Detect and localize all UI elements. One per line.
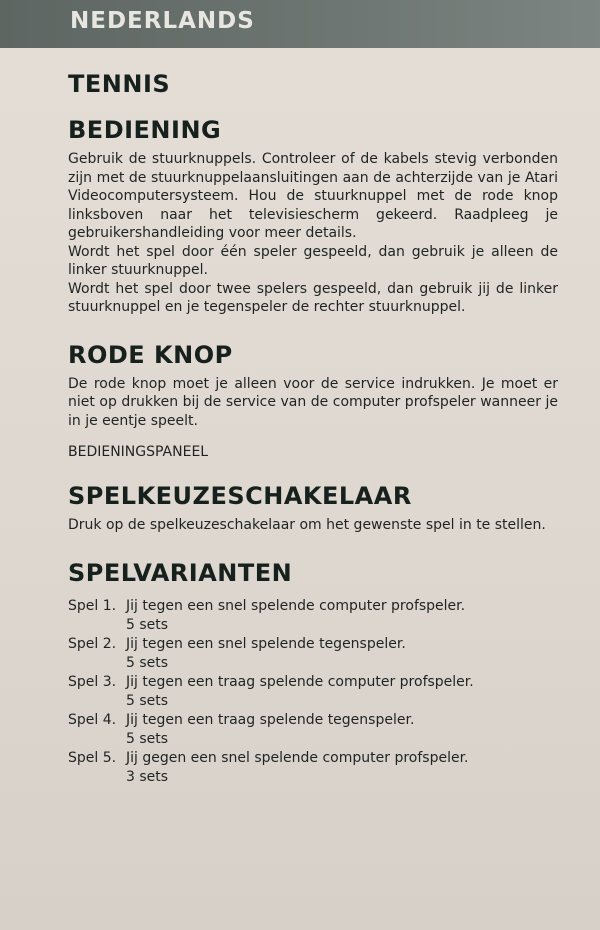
variant-sets: 5 sets [126,654,169,671]
variant-sets: 5 sets [126,692,169,709]
bediening-paragraph-3: Wordt het spel door twee spelers gespeeld, dan gebruik jij de linker stuurknuppel en je tegenspeler de rechter stuurknuppel. [68,280,558,315]
page-title: TENNIS [68,70,171,98]
variant-description: Jij tegen een snel spelende tegenspeler. [126,635,406,652]
page-content [68,70,558,787]
bediening-paragraph-1: Gebruik de stuurknuppels. Controleer of de kabels stevig verbonden zijn met de stuurknuppelaansluitingen aan de achterzijde van je Atari Videocomputersysteem. Hou de stuurknuppel met de rode knop linksboven naar het televisiescherm gekeerd. Raadpleeg je gebruikershandleiding voor meer details. [68,151,558,241]
list-item [68,749,558,768]
section-heading-spelkeuze: SPELKEUZESCHAKELAAR [68,482,412,510]
section-heading-spelvarianten: SPELVARIANTEN [68,558,293,587]
variant-description: Jij gegen een snel spelende computer profspeler. [126,749,469,766]
variant-number: Spel 2. [68,635,117,652]
list-item [68,635,558,654]
variant-description: Jij tegen een traag spelende computer profspeler. [126,673,474,690]
variant-list [68,597,558,786]
spelkeuze-paragraph: Druk op de spelkeuzeschakelaar om het gewenste spel in te stellen. [68,517,546,533]
language-banner [0,0,600,48]
list-item [68,711,558,730]
variant-number: Spel 1. [68,597,117,614]
variant-number: Spel 3. [68,673,117,690]
variant-sets: 5 sets [126,730,169,747]
variant-number: Spel 4. [68,711,117,728]
bediening-paragraph-2: Wordt het spel door één speler gespeeld, dan gebruik je alleen de linker stuurknuppel. [68,243,558,278]
variant-number: Spel 5. [68,749,117,766]
language-label: NEDERLANDS [70,8,255,34]
variant-sets: 3 sets [126,768,169,785]
list-item [68,597,558,616]
variant-description: Jij tegen een traag spelende tegenspeler. [126,711,415,728]
section-heading-bediening: BEDIENING [68,116,222,144]
rode-knop-paragraph: De rode knop moet je alleen voor de service indrukken. Je moet er niet op drukken bij de service van de computer profspeler wanneer je in je eentje speelt. [68,375,558,429]
list-item [68,673,558,692]
variant-sets: 5 sets [126,616,169,633]
bedieningspaneel-label: BEDIENINGSPANEEL [68,444,209,460]
variant-description: Jij tegen een snel spelende computer profspeler. [126,597,466,614]
section-heading-rode-knop: RODE KNOP [68,340,233,369]
